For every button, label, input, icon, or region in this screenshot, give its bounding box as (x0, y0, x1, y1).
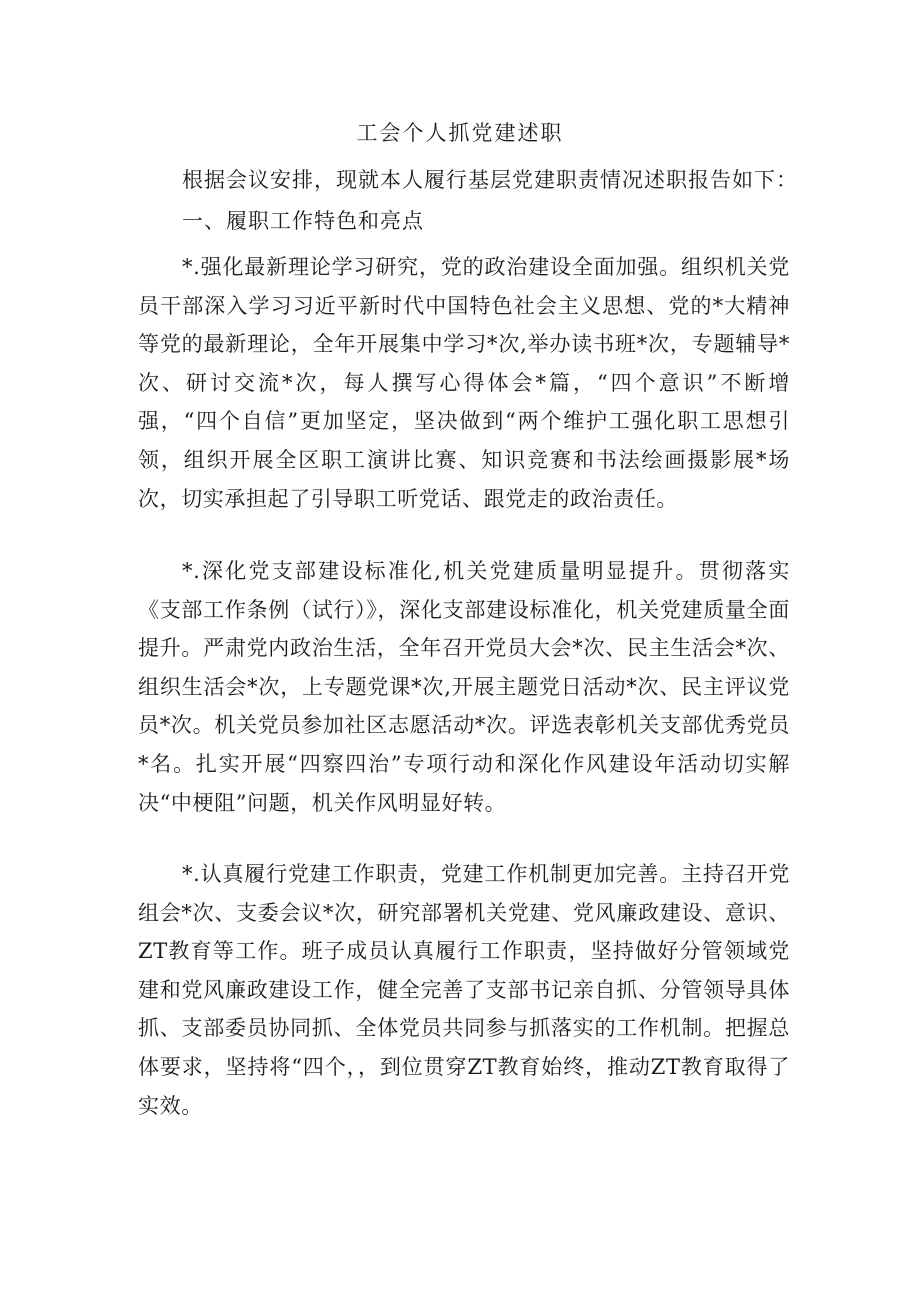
body-paragraph-3: *.认真履行党建工作职责，党建工作机制更加完善。主持召开党组会*次、支委会议*次，研究部署机关党建、党风廉政建设、意识、ZT教育等工作。班子成员认真履行工作职责，坚持做好分管领域党建和党风廉政建设工作，健全完善了支部书记亲自抓、分管领导具体抓、支部委员协同抓、全体党员共同参与抓落实的工作机制。把握总体要求，坚持将“四个，，到位贯穿ZT教育始终，推动ZT教育取得了实效。 (138, 862, 790, 1118)
intro-paragraph: 根据会议安排，现就本人履行基层党建职责情况述职报告如下： (182, 168, 798, 192)
body-paragraph-2: *.深化党支部建设标准化,机关党建质量明显提升。贯彻落实《支部工作条例（试行）》，深化支部建设标准化，机关党建质量全面提升。严肃党内政治生活，全年召开党员大会*次、民主生活会*次、组织生活会*次，上专题党课*次,开展主题党日活动*次、民主评议党员*次。机关党员参加社区志愿活动*次。评选表彰机关支部优秀党员*名。扎实开展“四察四治”专项行动和深化作风建设年活动切实解决“中梗阻”问题，机关作风明显好转。 (138, 559, 790, 815)
body-paragraph-1: *.强化最新理论学习研究，党的政治建设全面加强。组织机关党员干部深入学习习近平新时代中国特色社会主义思想、党的*大精神等党的最新理论，全年开展集中学习*次,举办读书班*次，专题辅导*次、研讨交流*次，每人撰写心得体会*篇，“四个意识”不断增强，“四个自信”更加坚定，坚决做到“两个维护工强化职工思想引领，组织开展全区职工演讲比赛、知识竞赛和书法绘画摄影展*场次，切实承担起了引导职工听党话、跟党走的政治责任。 (138, 255, 790, 511)
document-title: 工会个人抓党建述职 (356, 121, 564, 145)
section-heading: 一、履职工作特色和亮点 (182, 209, 424, 233)
